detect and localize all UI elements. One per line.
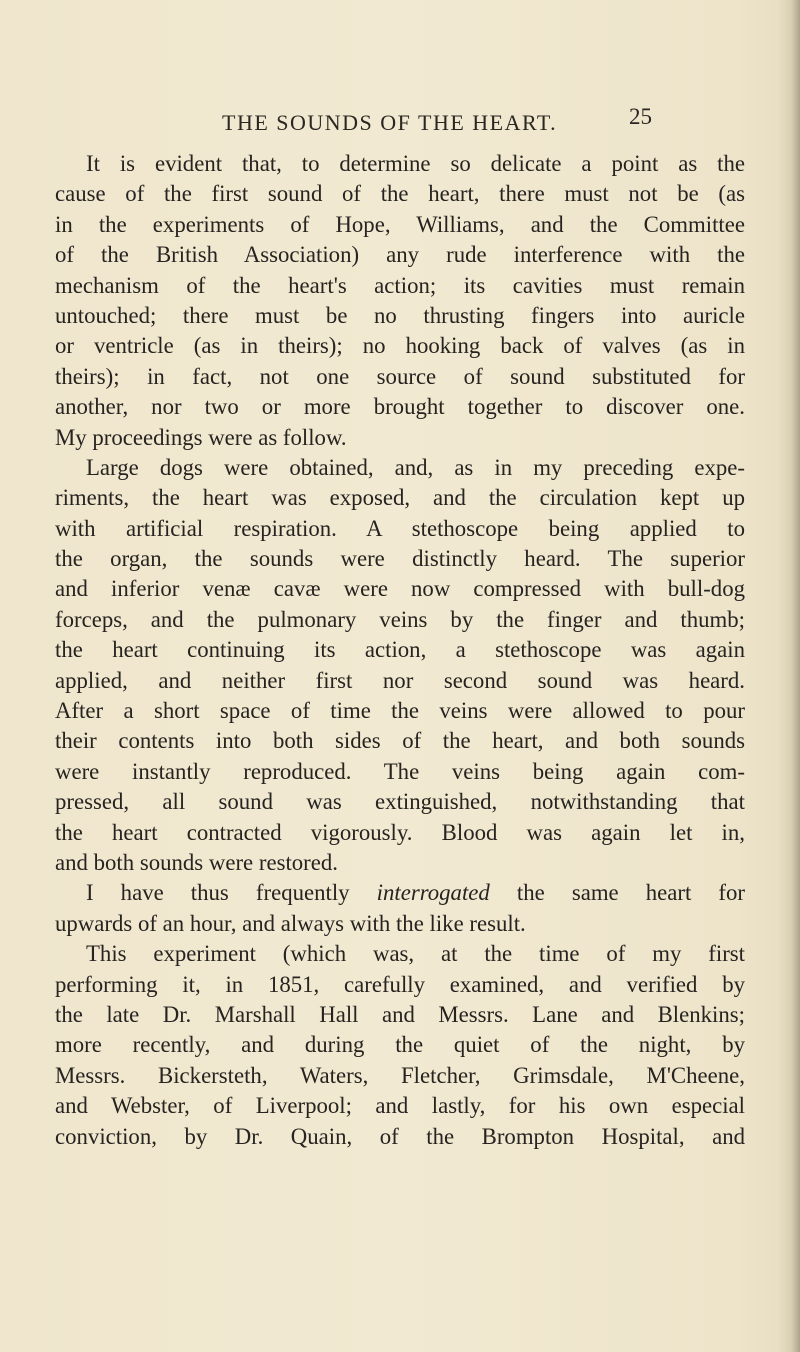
- text-line: upwards of an hour, and always with the like result.: [55, 910, 526, 936]
- text-line: performing it, in 1851, carefully examined, and verified by: [55, 971, 745, 997]
- text-line: or ventricle (as in theirs); no hooking back of valves (as in: [55, 333, 745, 359]
- text-line: and inferior venæ cavæ were now compressed with bull-dog: [55, 576, 745, 602]
- italic-word: interrogated: [376, 880, 490, 906]
- text-line: another, nor two or more brought together to discover one.: [55, 394, 745, 420]
- text-line: and Webster, of Liverpool; and lastly, for his own especial: [55, 1093, 745, 1119]
- text-line: with artificial respiration. A stethoscope being applied to: [55, 515, 745, 541]
- text-line: of the British Association) any rude interference with the: [55, 242, 745, 268]
- running-head: THE SOUNDS OF THE HEART.: [222, 110, 558, 135]
- text-line: the late Dr. Marshall Hall and Messrs. Lane and Blenkins;: [55, 1001, 745, 1027]
- text-line: and both sounds were restored.: [55, 849, 338, 875]
- text-line: the organ, the sounds were distinctly heard. The superior: [55, 546, 745, 572]
- text-line: It is evident that, to determine so delicate a point as the: [86, 151, 745, 176]
- text-line: This experiment (which was, at the time of my first: [86, 941, 745, 967]
- text-line: in the experiments of Hope, Williams, and the Committee: [55, 211, 745, 237]
- text-line: cause of the first sound of the heart, there must not be (as: [55, 181, 745, 207]
- text-line: mechanism of the heart's action; its cavities must remain: [55, 272, 745, 298]
- text-line: more recently, and during the quiet of the night, by: [55, 1032, 745, 1058]
- text-line: applied, and neither first nor second sound was heard.: [55, 667, 745, 693]
- text-line: Messrs. Bickersteth, Waters, Fletcher, Grimsdale, M'Cheene,: [55, 1062, 745, 1088]
- text-line: conviction, by Dr. Quain, of the Brompton Hospital, and: [55, 1123, 745, 1149]
- text-line: were instantly reproduced. The veins being again com-: [55, 758, 745, 784]
- text-line: riments, the heart was exposed, and the circulation kept up: [55, 485, 745, 511]
- text-line: untouched; there must be no thrusting fingers into auricle: [55, 302, 745, 328]
- page-header: [0, 104, 800, 144]
- page-edge-shadow: [778, 0, 800, 1352]
- body-text: [55, 149, 745, 1152]
- text-line: their contents into both sides of the heart, and both sounds: [55, 728, 745, 754]
- text-run: I have thus frequently: [86, 880, 377, 906]
- text-line: Large dogs were obtained, and, as in my preceding expe-: [86, 454, 745, 480]
- text-line: theirs); in fact, not one source of sound substituted for: [55, 363, 745, 389]
- text-run: the same heart for: [489, 880, 745, 906]
- text-line-italic: [55, 878, 745, 908]
- text-line: After a short space of time the veins were allowed to pour: [55, 698, 745, 724]
- text-line: forceps, and the pulmonary veins by the finger and thumb;: [55, 606, 745, 632]
- text-line: My proceedings were as follow.: [55, 424, 347, 450]
- text-line: pressed, all sound was extinguished, notwithstanding that: [55, 789, 745, 815]
- page-number: 25: [629, 104, 652, 129]
- text-line: the heart contracted vigorously. Blood was again let in,: [55, 819, 745, 845]
- text-line: the heart continuing its action, a stethoscope was again: [55, 637, 745, 663]
